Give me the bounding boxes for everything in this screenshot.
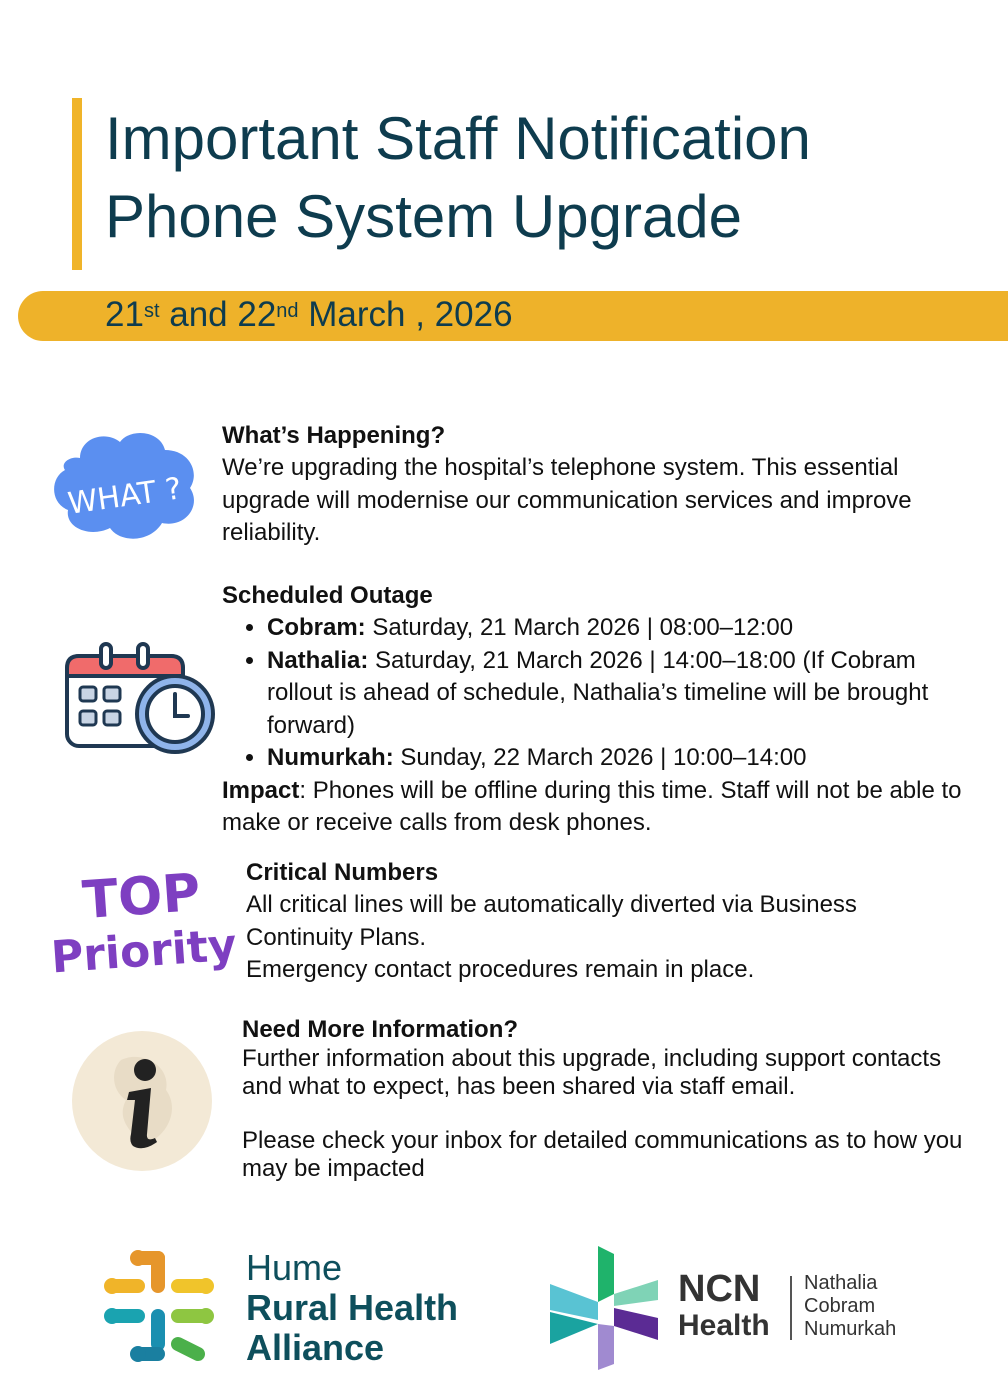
outage-heading: Scheduled Outage	[222, 582, 433, 609]
badge-priority-text: Priority	[49, 919, 239, 984]
ncn-divider	[790, 1276, 792, 1340]
ncn-line-1: NCN	[678, 1268, 761, 1310]
calendar-clock-icon	[64, 642, 216, 760]
what-cloud-icon	[50, 428, 200, 546]
critical-line-2: Emergency contact procedures remain in place.	[246, 956, 755, 983]
title-line-1: Important Staff Notification	[105, 105, 811, 172]
info-heading: Need More Information?	[242, 1016, 519, 1043]
critical-heading: Critical Numbers	[246, 859, 439, 886]
hume-logo-text	[246, 1248, 458, 1368]
hume-logo-mark	[98, 1246, 220, 1368]
impact-text: Impact: Phones will be offline during this time. Staff will not be able to make or receive calls from desk phones.	[222, 776, 962, 836]
title-line-2: Phone System Upgrade	[105, 183, 743, 250]
info-section	[242, 1015, 972, 1183]
outage-list	[222, 612, 967, 775]
ncn-logo-mark	[548, 1244, 664, 1370]
critical-line-1: All critical lines will be automatically diverted via Business Continuity Plans.	[246, 891, 857, 951]
ncn-line-2: Health	[678, 1309, 770, 1342]
date-text: 21st and 22nd March , 2026	[105, 295, 513, 334]
hume-line-1: Hume	[246, 1247, 343, 1288]
hume-line-2: Rural Health	[246, 1287, 459, 1328]
what-heading: What’s Happening?	[222, 422, 446, 449]
critical-section	[246, 857, 946, 987]
outage-item-cobram: • Cobram: Saturday, 21 March 2026 | 08:00–12:00	[267, 612, 967, 645]
hume-line-3: Alliance	[246, 1327, 385, 1368]
ncn-site-cobram: Cobram	[804, 1295, 876, 1317]
ncn-sites	[804, 1272, 896, 1341]
outage-item-nathalia: • Nathalia: Saturday, 21 March 2026 | 14:00–18:00 (If Cobram rollout is ahead of schedule, Nathalia’s timeline will be brought forward)	[267, 645, 967, 743]
badge-top-text: TOP	[80, 862, 203, 932]
info-icon	[71, 1030, 213, 1172]
ncn-site-nathalia: Nathalia	[804, 1272, 878, 1294]
what-section	[222, 420, 967, 550]
what-body: We’re upgrading the hospital’s telephone system. This essential upgrade will modernise our communication services and improve reliability.	[222, 454, 912, 546]
title-accent-bar	[72, 98, 82, 270]
what-icon-text: WHAT ?	[65, 471, 184, 522]
info-paragraph-1: Further information about this upgrade, including support contacts and what to expect, has been shared via staff email.	[242, 1045, 942, 1100]
top-priority-badge	[49, 862, 239, 984]
page-title	[105, 100, 811, 256]
ncn-site-numurkah: Numurkah	[804, 1318, 897, 1340]
outage-section	[222, 580, 967, 840]
outage-item-numurkah: • Numurkah: Sunday, 22 March 2026 | 10:00–14:00	[267, 742, 967, 775]
info-paragraph-2: Please check your inbox for detailed communications as to how you may be impacted	[242, 1127, 963, 1182]
ncn-logo-text	[678, 1270, 770, 1344]
